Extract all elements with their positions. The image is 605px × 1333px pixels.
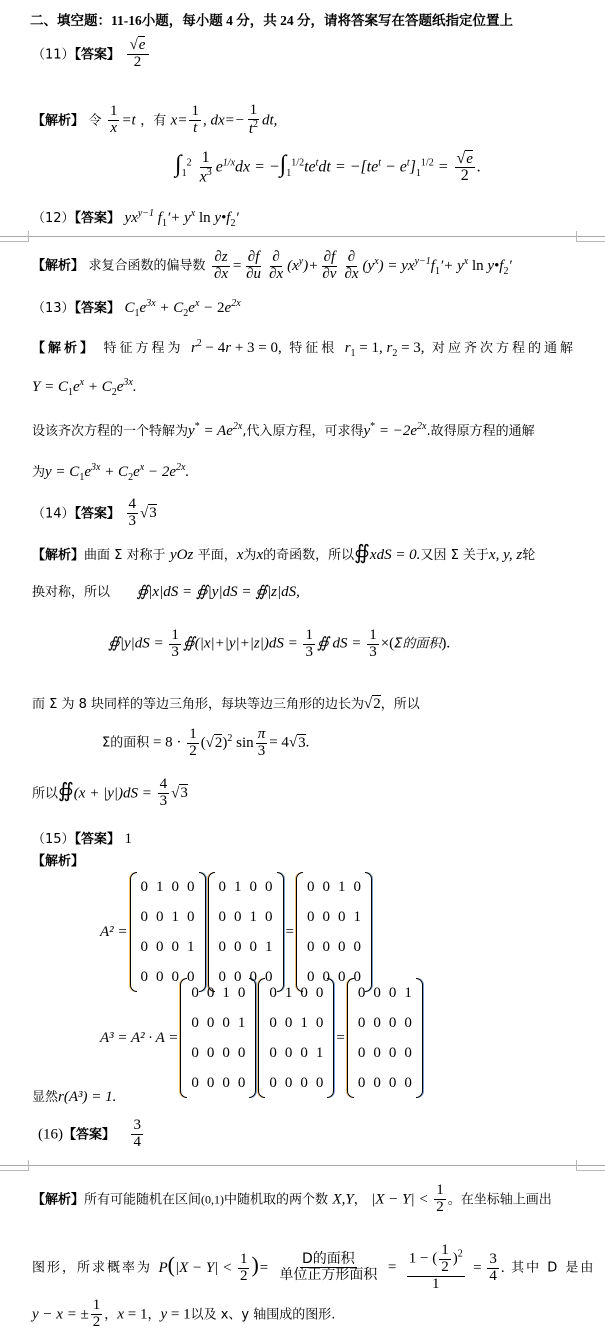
q12-answer-row: [32, 207, 239, 229]
matrix-row: [265, 1008, 327, 1038]
analysis-text: 为: [243, 548, 257, 563]
analysis-text: 令: [88, 113, 102, 129]
matrix-cell: 0: [218, 908, 227, 925]
matrix-cell: 0: [269, 1074, 277, 1091]
matrix-cell: 1: [171, 908, 180, 925]
matrix-row: [137, 932, 199, 962]
matrix-cell: 0: [187, 968, 195, 985]
matrix-cell: 0: [156, 908, 164, 925]
matrix-cell: 0: [191, 1074, 199, 1091]
matrix-cell: 0: [307, 908, 315, 925]
matrix-row: [187, 1068, 249, 1098]
matrix-cell: 0: [206, 984, 215, 1001]
title-prefix: 二、填空题：: [30, 13, 111, 29]
answer-numerator: 4: [128, 496, 137, 512]
matrix-A: [258, 978, 334, 1098]
analysis-text: 所以: [32, 786, 59, 802]
matrix-cell: 0: [284, 1014, 293, 1031]
matrix-row: [187, 1008, 249, 1038]
math-eq: ∯|x|dS = ∯|y|dS = ∯|z|dS,: [136, 584, 300, 600]
matrix-cell: 0: [353, 968, 362, 985]
analysis-label: 【解析】: [32, 548, 85, 563]
matrix-cell: 0: [357, 984, 366, 1001]
question-number: （14）: [32, 506, 75, 522]
matrix-row: [265, 1038, 327, 1068]
title-range: 11-16: [111, 13, 142, 28]
matrix-cell: 0: [218, 938, 227, 955]
matrix-cell: 0: [357, 1074, 366, 1091]
q14-analysis-line4: 而 Σ 为 8 块同样的等边三角形，每块等边三角形的边长为√2，所以: [32, 696, 420, 712]
matrix-cell: 0: [357, 1044, 366, 1061]
answer-radicand: 3: [149, 505, 157, 522]
matrix-cell: 0: [249, 968, 258, 985]
matrix-cell: 0: [300, 1074, 308, 1091]
q11-answer-row: [32, 38, 151, 71]
matrix-row: [215, 902, 277, 932]
matrix-cell: 0: [140, 938, 149, 955]
q13-answer-row: [32, 297, 241, 319]
analysis-text: 对应齐次方程的通解: [432, 341, 577, 356]
matrix-cell: 1: [234, 878, 242, 895]
analysis-text: 求复合函数的偏导数: [88, 258, 206, 274]
q14-analysis-line1: 【解析】曲面 Σ 对称于 yOz 平面，x为x的奇函数，所以∯xdS = 0.又因 Σ 关于x, y, z轮: [32, 540, 536, 564]
matrix-cell: 0: [237, 1074, 246, 1091]
eq-label: A³ = A² · A =: [100, 1029, 179, 1046]
matrix-cell: 0: [373, 1044, 381, 1061]
matrix-cell: 0: [338, 908, 346, 925]
matrix-cell: 0: [322, 938, 331, 955]
matrix-cell: 0: [269, 984, 277, 1001]
page-break: [0, 231, 605, 243]
surface-integral-icon: ∯: [354, 540, 370, 564]
matrix-cell: 0: [315, 1014, 324, 1031]
q14-analysis-line2: [32, 581, 300, 601]
matrix-cell: 0: [338, 968, 346, 985]
answer-label: 【答案】: [74, 506, 121, 522]
matrix-cell: 0: [388, 1014, 397, 1031]
analysis-text: .故得原方程的通解: [426, 424, 535, 439]
q16-analysis-line2: 图形，所求概率为 P(|X − Y| < $\frac{1}{2}$ )= $\frac{\text{D的面积}}{\text{单位正方形面积}}$ = 1 − ( $\frac{1}{2}$ )$^2$ 1 = $\frac{3}{4}$ . 其中 D 是由: [32, 1242, 596, 1292]
question-number: （12）: [32, 211, 75, 226]
matrix-row: [215, 932, 277, 962]
analysis-text: 图形，所求概率为: [32, 1260, 153, 1276]
matrix-row: [303, 872, 365, 902]
fraction-denominator: 单位正方形面积: [279, 1267, 378, 1284]
matrix-row: [187, 978, 249, 1008]
matrix-cell: 0: [140, 968, 149, 985]
q15-answer: 1: [124, 831, 133, 847]
surface-integral-icon: ∯: [58, 778, 74, 803]
matrix-A3: [347, 978, 423, 1098]
q13-analysis-line1: 【解析】 特征方程为 $r^2 - 4r + 3 = 0$, 特征根 $r_1 = 1$, $r_2 = 3$, 对应齐次方程的通解: [32, 338, 577, 359]
matrix-cell: 0: [284, 1074, 293, 1091]
analysis-text: 所有可能随机在区间: [84, 1192, 202, 1208]
matrix-A2: [296, 872, 372, 992]
analysis-text: 以及 x、y 轴围成的图形.: [190, 1307, 336, 1323]
matrix-row: [354, 1008, 416, 1038]
matrix-row: [354, 1038, 416, 1068]
answer-label: 【答案】: [74, 47, 121, 63]
matrix-cell: 0: [269, 1044, 277, 1061]
title-points: 4: [226, 13, 233, 28]
q13-analysis-line2: $Y = C_1e^x + C_2e^{3x}$.: [32, 377, 137, 398]
matrix-cell: 0: [171, 938, 180, 955]
analysis-text: 为: [32, 465, 46, 480]
title-text: 小题，每小题: [141, 13, 223, 29]
analysis-text: ，所以: [380, 697, 420, 712]
matrix-cell: 1: [187, 938, 195, 955]
matrix-cell: 1: [353, 908, 362, 925]
matrix-cell: 0: [191, 984, 199, 1001]
title-text: 分，共: [236, 13, 277, 29]
matrix-row: [303, 932, 365, 962]
q14-answer-row: （14）【答案】 $\frac{4}{3}$ √3: [32, 496, 157, 529]
matrix-cell: 0: [187, 878, 195, 895]
analysis-text: ，: [353, 1192, 367, 1208]
matrix-cell: 0: [315, 984, 324, 1001]
matrix-cell: 0: [206, 1044, 215, 1061]
math-eq: r(A³) = 1.: [58, 1089, 117, 1105]
matrix-cell: 0: [191, 1014, 199, 1031]
matrix-cell: 0: [191, 1044, 199, 1061]
analysis-label: 【解析】: [32, 113, 85, 129]
matrix-cell: 1: [222, 984, 230, 1001]
matrix-cell: 0: [249, 878, 258, 895]
math-vars: x, y, z: [488, 547, 523, 563]
matrix-cell: 0: [388, 984, 397, 1001]
answer-label: 【答案】: [74, 211, 121, 226]
matrix-cell: 0: [373, 1014, 381, 1031]
analysis-text: 其中 D 是由: [511, 1260, 596, 1276]
matrix-cell: 0: [388, 1074, 397, 1091]
math-vars: X,Y: [332, 1191, 354, 1208]
analysis-text: 显然: [32, 1090, 59, 1105]
question-number: （15）: [32, 832, 75, 847]
matrix-cell: 0: [353, 878, 362, 895]
matrix-cell: 0: [222, 1044, 230, 1061]
matrix-row: [265, 978, 327, 1008]
answer-label: 【答案】: [74, 301, 121, 316]
matrix-row: [137, 872, 199, 902]
matrix-row: [354, 1068, 416, 1098]
q15-conclusion: [32, 1086, 116, 1106]
matrix-cell: 1: [265, 938, 273, 955]
matrix-cell: 0: [404, 1044, 412, 1061]
matrix-cell: 0: [322, 908, 331, 925]
matrix-cell: 0: [187, 908, 195, 925]
matrix-cell: 0: [206, 1074, 215, 1091]
matrix-cell: 0: [404, 1074, 412, 1091]
q13-analysis-line3: 设该齐次方程的一个特解为$y^* = Ae^{2x}$,代入原方程，可求得$y^* = -2e^{2x}$.故得原方程的通解: [32, 421, 535, 439]
matrix-cell: 1: [404, 984, 412, 1001]
analysis-text: 曲面 Σ 对称于: [84, 548, 166, 563]
matrix-cell: 0: [249, 938, 258, 955]
matrix-cell: 0: [206, 1014, 215, 1031]
analysis-label: 【解析】: [32, 1192, 85, 1208]
matrix-cell: 0: [265, 968, 273, 985]
matrix-cell: 0: [234, 938, 242, 955]
matrix-cell: 0: [237, 984, 246, 1001]
matrix-cell: 0: [307, 968, 315, 985]
analysis-text: 特征根: [289, 341, 338, 356]
matrix-cell: 0: [269, 1014, 277, 1031]
matrix-row: [215, 872, 277, 902]
analysis-text: 中随机取的两个数: [224, 1192, 329, 1208]
analysis-text: 特征方程为: [103, 341, 184, 356]
matrix-cell: 0: [353, 938, 362, 955]
matrix-cell: 1: [300, 1014, 308, 1031]
matrix-cell: 0: [171, 878, 180, 895]
matrix-cell: 0: [322, 968, 331, 985]
matrix-cell: 0: [388, 1044, 397, 1061]
analysis-text: 而 Σ 为 8 块同样的等边三角形，每块等边三角形的边长为: [32, 697, 365, 712]
matrix-cell: 0: [218, 878, 227, 895]
analysis-text: 的奇函数，所以: [263, 548, 355, 563]
q15-eq-a2: A² = 0 1 0 0 0 0 1 0 0 0 0 1 0 0 0 0 0 1 0 0 0 0 1 0 0 0 0 1 0 0 0 0 = 0 0 1 0 0 0 0 1 0 0 0 0 0 0 0 0: [100, 872, 372, 992]
matrix-cell: 0: [218, 968, 227, 985]
matrix-row: [187, 1038, 249, 1068]
q14-analysis-line3: ∯|y|dS = $\frac{1}{3}$ ∯(|x|+|y|+|z|)dS = $\frac{1}{3}$ ∯ dS = $\frac{1}{3}$ ×(Σ的面积).: [108, 627, 451, 660]
answer-denominator: 3: [128, 512, 137, 529]
matrix-cell: 1: [338, 878, 346, 895]
q11-answer: $\frac{√e}{2}$: [127, 38, 149, 71]
q11-integral: $\int_1^2$ $\frac{1}{x^3}$ $e^{1/x}dx = -\int_1^{1/2}te^tdt = -[te^t - e^t]_1^{1/2}$ = $\frac{√e}{2}$ .: [175, 149, 481, 186]
analysis-text: ,代入原方程，可求得: [242, 424, 364, 439]
matrix-cell: 0: [300, 984, 308, 1001]
matrix-cell: 0: [315, 1074, 324, 1091]
matrix-cell: 0: [222, 1074, 230, 1091]
q14-analysis-line5: Σ的面积 = 8 · $\frac{1}{2}$ $(√2)^2$ sin $\frac{\pi}{3}$ = 4√3.: [102, 726, 310, 759]
q13-answer: $C_1e^{3x} + C_2e^x - 2e^{2x}$: [124, 298, 241, 319]
matrix-cell: 0: [404, 1014, 412, 1031]
matrix-cell: 0: [338, 938, 346, 955]
matrix-cell: 1: [237, 1014, 246, 1031]
matrix-cell: 0: [307, 938, 315, 955]
fraction-numerator: D的面积: [301, 1251, 355, 1268]
matrix-cell: 0: [373, 1074, 381, 1091]
page-break: [0, 1160, 605, 1172]
matrix-row: [265, 1068, 327, 1098]
analysis-text: 设该齐次方程的一个特解为: [32, 424, 189, 439]
matrix-cell: 0: [307, 878, 315, 895]
matrix-cell: 0: [156, 938, 164, 955]
eq-label: A² =: [100, 923, 128, 940]
matrix-cell: 0: [156, 968, 164, 985]
analysis-label: 【解析】: [32, 341, 97, 356]
analysis-text: 。在坐标轴上画出: [447, 1192, 552, 1208]
q15-eq-a3: A³ = A² · A = 0 0 1 0 0 0 0 1 0 0 0 0 0 0 0 0 0 1 0 0 0 0 1 0 0 0 0 1 0 0 0 0 = 0 0 0 1 0 0 0 0 0 0 0 0 0 0 0 0: [100, 978, 423, 1098]
q12-answer: $yx^{y-1}$ $f_1'+ y^x$ $\ln y•f_2'$: [124, 208, 239, 229]
matrix-cell: 0: [300, 1044, 308, 1061]
matrix-cell: 1: [315, 1044, 324, 1061]
matrix-A: [130, 872, 206, 992]
matrix-cell: 0: [237, 1044, 246, 1061]
answer-label: 【答案】: [63, 1127, 116, 1143]
q15-answer-row: [32, 828, 132, 848]
q12-analysis: 【解析】 求复合函数的偏导数 $\frac{\partial z}{\partial x}$ = $\frac{\partial f}{\partial u}$ $\frac{\partial}{\partial x}$ $(x^y)+$ $\frac{\partial f}{\partial v}$ $\frac{\partial}{\partial x}$ $(y^x) = yx^{y-1}f_1'+ y^x$ $\ln y•f_2'$: [32, 249, 512, 282]
answer-denominator: 4: [133, 1133, 141, 1150]
q16-analysis-line1: 【解析】所有可能随机在区间(0,1)中随机取的两个数 X,Y， |X − Y| < $\frac{1}{2}$ 。在坐标轴上画出: [32, 1182, 552, 1215]
matrix-cell: 0: [140, 878, 149, 895]
question-number: （13）: [32, 301, 75, 316]
q16-answer-row: [38, 1118, 145, 1151]
matrix-cell: 1: [249, 908, 258, 925]
title-total: 24: [280, 13, 294, 28]
plane-label: yOz: [169, 547, 194, 563]
q16-analysis-line3: y − x = ± $\frac{1}{2}$ ，x = 1，y = 1以及 x、y 轴围成的图形.: [32, 1297, 336, 1330]
analysis-text: 轮: [522, 548, 536, 563]
analysis-text: 换对称，所以: [32, 585, 111, 600]
analysis-text: 平面，: [197, 548, 237, 563]
analysis-text: 又因 Σ 关于: [420, 548, 489, 563]
matrix-cell: 0: [265, 878, 273, 895]
matrix-cell: 0: [171, 968, 180, 985]
matrix-cell: 0: [284, 1044, 293, 1061]
matrix-cell: 0: [234, 908, 242, 925]
answer-numerator: 3: [133, 1117, 141, 1133]
question-number: (16): [38, 1126, 63, 1143]
matrix-A2: [180, 978, 256, 1098]
q11-analysis-line1: 【解析】 令 $\frac{1}{x}$ =t ，有 x= $\frac{1}{t}$ , dx=− $\frac{1}{t^2}$ dt,: [32, 102, 278, 137]
analysis-text: ，有: [140, 113, 167, 129]
matrix-cell: 0: [234, 968, 242, 985]
math-eq: xdS = 0.: [369, 547, 421, 563]
interval: (0,1): [201, 1192, 225, 1207]
matrix-cell: 0: [357, 1014, 366, 1031]
matrix-row: [303, 902, 365, 932]
analysis-label: 【解析】: [32, 258, 85, 274]
section-title: [30, 9, 513, 29]
matrix-cell: 0: [222, 1014, 230, 1031]
matrix-row: [137, 902, 199, 932]
matrix-cell: 1: [284, 984, 293, 1001]
q14-analysis-line6: 所以∯(x + |y|)dS = $\frac{4}{3}$ √3: [32, 776, 188, 809]
matrix-cell: 0: [322, 878, 331, 895]
q13-analysis-line4: 为$y = C_1e^{3x} + C_2e^x - 2e^{2x}$.: [32, 462, 190, 483]
matrix-cell: 0: [373, 984, 381, 1001]
title-text: 分，请将答案写在答题纸指定位置上: [297, 13, 514, 29]
analysis-label: 【解析】: [32, 854, 85, 869]
matrix-A: [208, 872, 284, 992]
matrix-cell: 0: [265, 908, 273, 925]
matrix-cell: 1: [156, 878, 164, 895]
matrix-cell: 0: [140, 908, 149, 925]
matrix-row: [354, 978, 416, 1008]
question-number: （11）: [32, 47, 75, 63]
answer-label: 【答案】: [74, 832, 121, 847]
